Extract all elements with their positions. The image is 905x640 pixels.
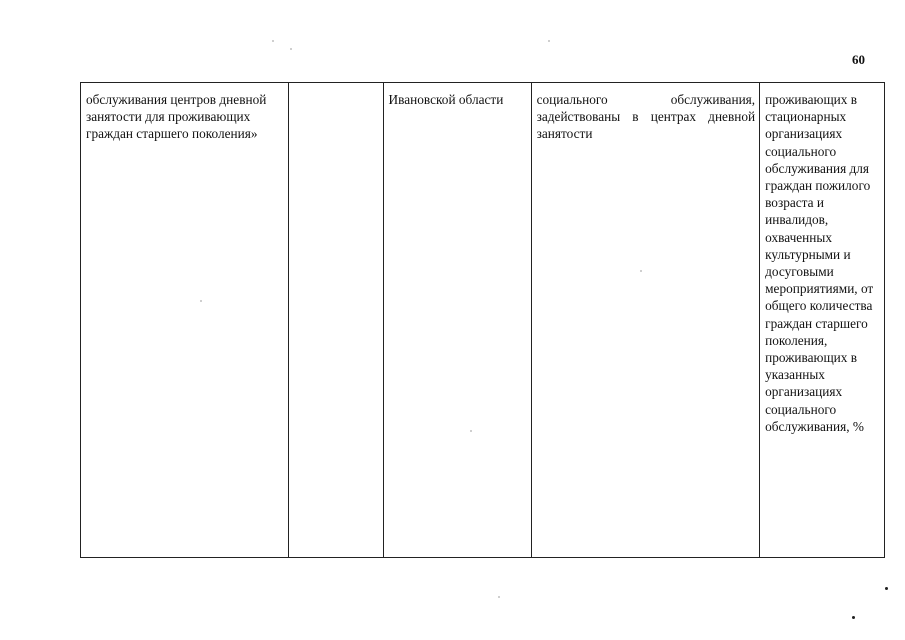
scan-speck [885, 587, 888, 590]
cell-empty [289, 83, 383, 558]
cell-indicator: проживающих в стационарных организациях социального обслуживания для граждан пожилого возраста и инвалидов, охваченных культурными и досуговыми мероприятиями, от общего количества граждан старшего поколения, проживающих в указанных организациях социального обслуживания, % [760, 83, 885, 558]
scan-noise [498, 596, 500, 598]
cell-event-name: обслуживания центров дневной занятости для проживающих граждан старшего поколения» [81, 83, 289, 558]
table-row [81, 83, 885, 558]
scan-speck [852, 616, 855, 619]
scan-noise [640, 270, 642, 272]
cell-region: Ивановской области [383, 83, 531, 558]
document-table [80, 82, 885, 558]
scan-noise [470, 430, 472, 432]
page-number: 60 [852, 52, 865, 67]
scan-noise [272, 40, 274, 42]
scan-noise [200, 300, 202, 302]
scan-noise [548, 40, 550, 42]
scan-noise [290, 48, 292, 50]
cell-description: социального обслуживания, задействованы в центрах дневной занятости [531, 83, 760, 558]
